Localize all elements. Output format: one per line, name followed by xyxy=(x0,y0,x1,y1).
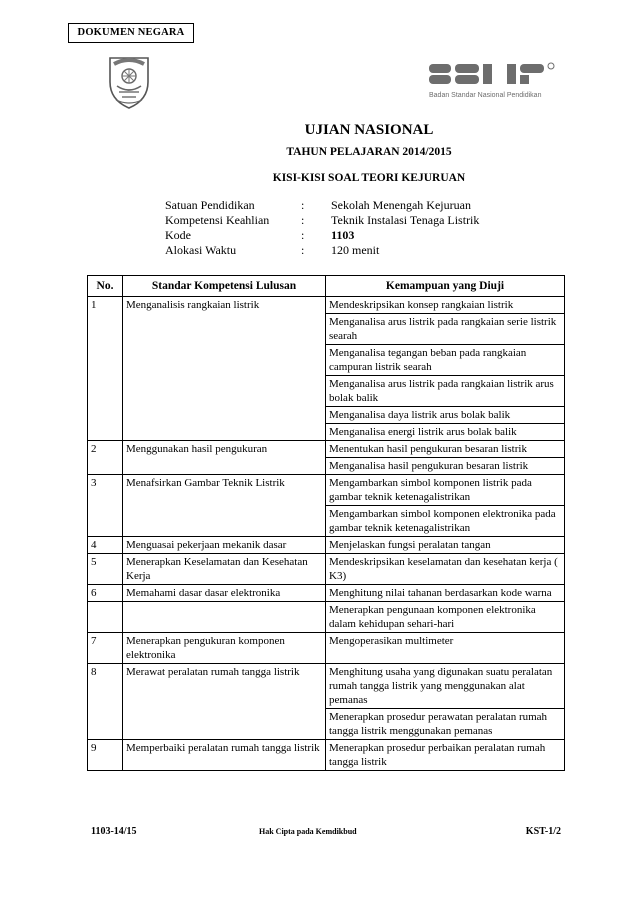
tested-ability: Mengoperasikan multimeter xyxy=(326,633,565,664)
competency-standard: Menerapkan pengukuran komponen elektronika xyxy=(123,633,326,664)
tested-ability: Menjelaskan fungsi peralatan tangan xyxy=(326,537,565,554)
info-row xyxy=(165,228,531,243)
table-row xyxy=(88,297,565,314)
competency-standard: Menerapkan Keselamatan dan Kesehatan Kerja xyxy=(123,554,326,585)
table-row xyxy=(88,633,565,664)
tested-ability: Mengambarkan simbol komponen elektronika pada gambar teknik ketenagalistrikan xyxy=(326,506,565,537)
info-label: Alokasi Waktu xyxy=(165,243,237,257)
tested-ability: Mengambarkan simbol komponen listrik pada gambar teknik ketenagalistrikan xyxy=(326,475,565,506)
bsnp-logo-subtitle: Badan Standar Nasional Pendidikan xyxy=(429,92,542,99)
info-separator: : xyxy=(301,228,305,242)
row-number: 1 xyxy=(88,297,123,441)
row-number: 4 xyxy=(88,537,123,554)
info-label: Kode xyxy=(165,228,191,242)
competency-table xyxy=(87,275,565,771)
row-number: 2 xyxy=(88,441,123,475)
tested-ability: Menghitung nilai tahanan berdasarkan kode warna xyxy=(326,585,565,602)
table-row xyxy=(88,602,565,633)
info-separator: : xyxy=(301,198,305,212)
tested-ability: Menganalisa arus listrik pada rangkaian listrik arus bolak balik xyxy=(326,376,565,407)
competency-standard: Menafsirkan Gambar Teknik Listrik xyxy=(123,475,326,537)
tested-ability: Menganalisa hasil pengukuran besaran listrik xyxy=(326,458,565,475)
info-label: Satuan Pendidikan xyxy=(165,198,255,212)
info-value: Sekolah Menengah Kejuruan xyxy=(331,198,471,212)
tested-ability: Menghitung usaha yang digunakan suatu peralatan rumah tangga listrik yang menggunakan alat pemanas xyxy=(326,664,565,709)
info-value: 1103 xyxy=(331,228,355,242)
row-number: 7 xyxy=(88,633,123,664)
info-row xyxy=(165,198,531,213)
info-row xyxy=(165,243,531,258)
tested-ability: Menganalisa energi listrik arus bolak balik xyxy=(326,424,565,441)
footer-code: 1103-14/15 xyxy=(91,826,137,837)
table-row xyxy=(88,475,565,506)
row-number: 9 xyxy=(88,740,123,771)
info-value: Teknik Instalasi Tenaga Listrik xyxy=(331,213,480,227)
row-number: 5 xyxy=(88,554,123,585)
row-number: 8 xyxy=(88,664,123,740)
info-label: Kompetensi Keahlian xyxy=(165,213,270,227)
header-skl: Standar Kompetensi Lulusan xyxy=(123,276,326,297)
info-row xyxy=(165,213,531,228)
academic-year: TAHUN PELAJARAN 2014/2015 xyxy=(286,146,452,158)
competency-standard: Menganalisis rangkaian listrik xyxy=(123,297,326,441)
competency-standard: Menguasai pekerjaan mekanik dasar xyxy=(123,537,326,554)
tut-wuri-handayani-logo xyxy=(106,52,152,110)
header-no: No. xyxy=(88,276,123,297)
table-header-row xyxy=(88,276,565,297)
document-subject: KISI-KISI SOAL TEORI KEJURUAN xyxy=(272,172,466,184)
competency-standard: Memperbaiki peralatan rumah tangga listrik xyxy=(123,740,326,771)
competency-standard: Merawat peralatan rumah tangga listrik xyxy=(123,664,326,740)
table-row xyxy=(88,585,565,602)
row-number xyxy=(88,602,123,633)
bsnp-logo xyxy=(427,60,557,106)
table-row xyxy=(88,537,565,554)
competency-standard: Memahami dasar dasar elektronika xyxy=(123,585,326,602)
footer-page: KST-1/2 xyxy=(525,826,561,837)
competency-standard: Menggunakan hasil pengukuran xyxy=(123,441,326,475)
tested-ability: Menganalisa tegangan beban pada rangkaian campuran listrik searah xyxy=(326,345,565,376)
header-kemampuan: Kemampuan yang Diuji xyxy=(326,276,565,297)
tested-ability: Menerapkan prosedur perbaikan peralatan rumah tangga listrik xyxy=(326,740,565,771)
competency-standard xyxy=(123,602,326,633)
tested-ability: Menentukan hasil pengukuran besaran listrik xyxy=(326,441,565,458)
tested-ability: Menerapkan pengunaan komponen elektronika dalam kehidupan sehari-hari xyxy=(326,602,565,633)
info-value: 120 menit xyxy=(331,243,380,257)
page-title: UJIAN NASIONAL xyxy=(304,122,434,138)
table-row xyxy=(88,554,565,585)
tested-ability: Menganalisa arus listrik pada rangkaian serie listrik searah xyxy=(326,314,565,345)
tested-ability: Menerapkan prosedur perawatan peralatan rumah tangga listrik menggunakan pemanas xyxy=(326,709,565,740)
info-separator: : xyxy=(301,213,305,227)
tested-ability: Menganalisa daya listrik arus bolak balik xyxy=(326,407,565,424)
table-row xyxy=(88,441,565,458)
footer-copyright: Hak Cipta pada Kemdikbud xyxy=(259,827,357,836)
exam-info-block xyxy=(165,198,531,258)
table-row xyxy=(88,740,565,771)
row-number: 6 xyxy=(88,585,123,602)
tested-ability: Mendeskripsikan keselamatan dan kesehatan kerja ( K3) xyxy=(326,554,565,585)
table-row xyxy=(88,664,565,709)
info-separator: : xyxy=(301,243,305,257)
row-number: 3 xyxy=(88,475,123,537)
document-classification-stamp: DOKUMEN NEGARA xyxy=(68,23,194,43)
tested-ability: Mendeskripsikan konsep rangkaian listrik xyxy=(326,297,565,314)
